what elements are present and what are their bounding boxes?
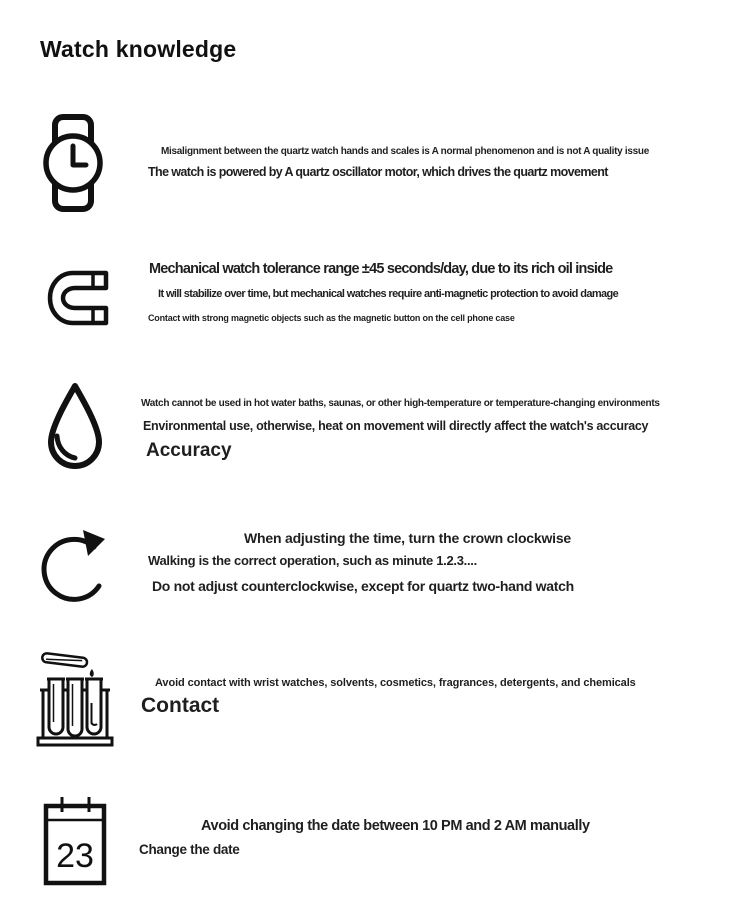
water-drop-icon (42, 379, 108, 475)
heat-note-main: Environmental use, otherwise, heat on movement will directly affect the watch's accuracy (143, 419, 649, 433)
chemicals-note: Avoid contact with wrist watches, solvents, cosmetics, fragrances, detergents, and chemicals (155, 677, 636, 689)
heat-note-small: Watch cannot be used in hot water baths, saunas, or other high-temperature or temperature-changing environments (141, 398, 660, 409)
crown-note-top: When adjusting the time, turn the crown clockwise (244, 530, 572, 546)
accuracy-heading: Accuracy (146, 440, 232, 461)
crown-note-bottom: Do not adjust counterclockwise, except for quartz two-hand watch (152, 578, 574, 594)
magnet-icon (46, 267, 110, 329)
wristwatch-icon (42, 113, 104, 213)
date-note-main: Avoid changing the date between 10 PM and 2 AM manually (201, 818, 590, 834)
watch-note-small: Misalignment between the quartz watch hands and scales is A normal phenomenon and is not A quality issue (161, 146, 649, 157)
magnet-note-main: Mechanical watch tolerance range ±45 seconds/day, due to its rich oil inside (149, 261, 613, 277)
magnet-note-mid: It will stabilize over time, but mechanical watches require anti-magnetic protection to avoid damage (158, 288, 619, 300)
watch-note-main: The watch is powered by A quartz oscillator motor, which drives the quartz movement (148, 165, 608, 179)
test-tubes-icon (36, 648, 114, 748)
clockwise-arrow-icon (40, 526, 108, 612)
contact-heading: Contact (141, 694, 220, 717)
crown-note-mid: Walking is the correct operation, such as minute 1.2.3.... (148, 553, 477, 568)
date-note-sub: Change the date (139, 842, 240, 857)
calendar-day-text: 23 (56, 837, 94, 875)
calendar-icon (42, 793, 108, 888)
magnet-note-small: Contact with strong magnetic objects such as the magnetic button on the cell phone case (148, 313, 515, 323)
page-title: Watch knowledge (40, 36, 237, 62)
